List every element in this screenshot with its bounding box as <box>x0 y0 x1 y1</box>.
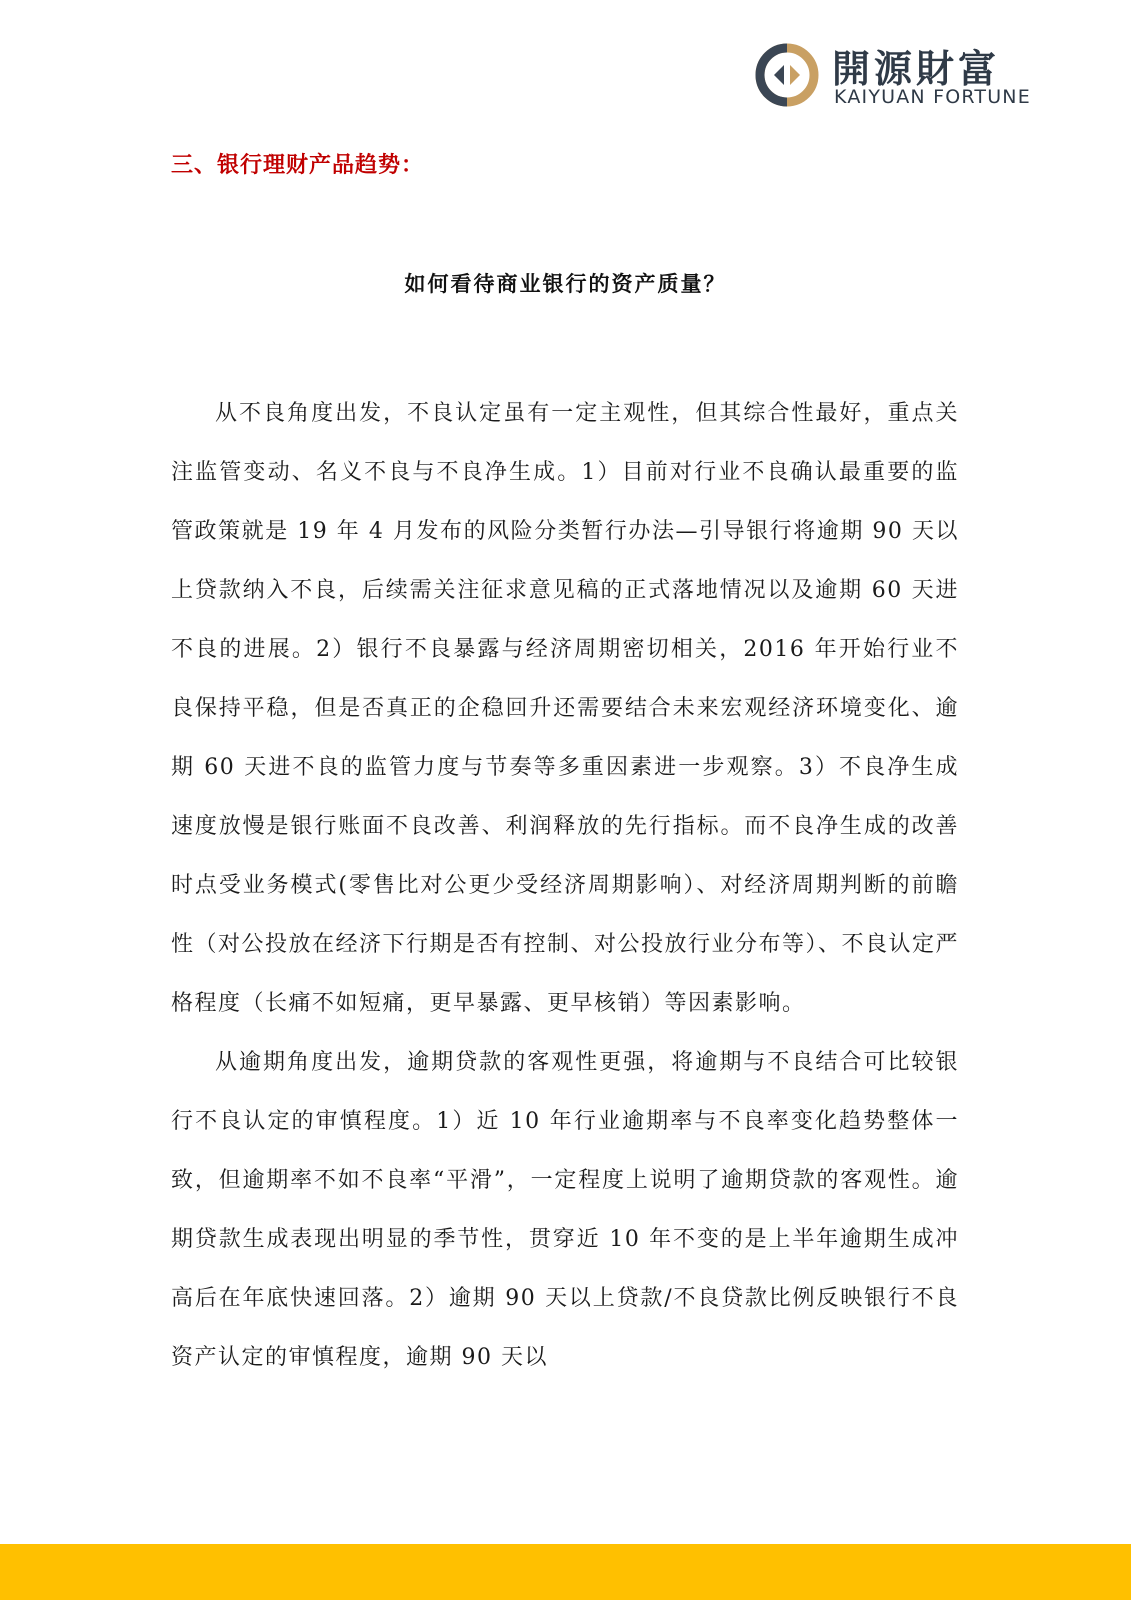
paragraph-non-performing: 从不良角度出发，不良认定虽有一定主观性，但其综合性最好，重点关注监管变动、名义不良与不良净生成。1）目前对行业不良确认最重要的监管政策就是 19 年 4 月发布的风险分类暂行办法—引导银行将逾期 90 天以上贷款纳入不良，后续需关注征求意见稿的正式落地情况以及逾期 60 天进不良的进展。2）银行不良暴露与经济周期密切相关，2016 年开始行业不良保持平稳，但是否真正的企稳回升还需要结合未来宏观经济环境变化、逾期 60 天进不良的监管力度与节奏等多重因素进一步观察。3）不良净生成速度放慢是银行账面不良改善、利润释放的先行指标。而不良净生成的改善时点受业务模式(零售比对公更少受经济周期影响）、对经济周期判断的前瞻性（对公投放在经济下行期是否有控制、对公投放行业分布等）、不良认定严格程度（长痛不如短痛，更早暴露、更早核销）等因素影响。 <box>171 401 960 1016</box>
article-body <box>171 384 959 1387</box>
company-logo <box>754 38 1054 118</box>
section-heading: 三、银行理财产品趋势： <box>171 152 425 178</box>
logo-english-name: KAIYUAN FORTUNE <box>834 86 1031 108</box>
logo-chinese-name: 開源財富 <box>832 47 1001 91</box>
kaiyuan-logo-icon <box>754 42 820 108</box>
footer-bar <box>0 1544 1131 1600</box>
article-title: 如何看待商业银行的资产质量？ <box>404 271 727 296</box>
paragraph-overdue: 从逾期角度出发，逾期贷款的客观性更强，将逾期与不良结合可比较银行不良认定的审慎程度。1）近 10 年行业逾期率与不良率变化趋势整体一致，但逾期率不如不良率“平滑”，一定程度上说明了逾期贷款的客观性。逾期贷款生成表现出明显的季节性，贯穿近 10 年不变的是上半年逾期生成冲高后在年底快速回落。2）逾期 90 天以上贷款/不良贷款比例反映银行不良资产认定的审慎程度，逾期 90 天以 <box>171 1050 959 1370</box>
